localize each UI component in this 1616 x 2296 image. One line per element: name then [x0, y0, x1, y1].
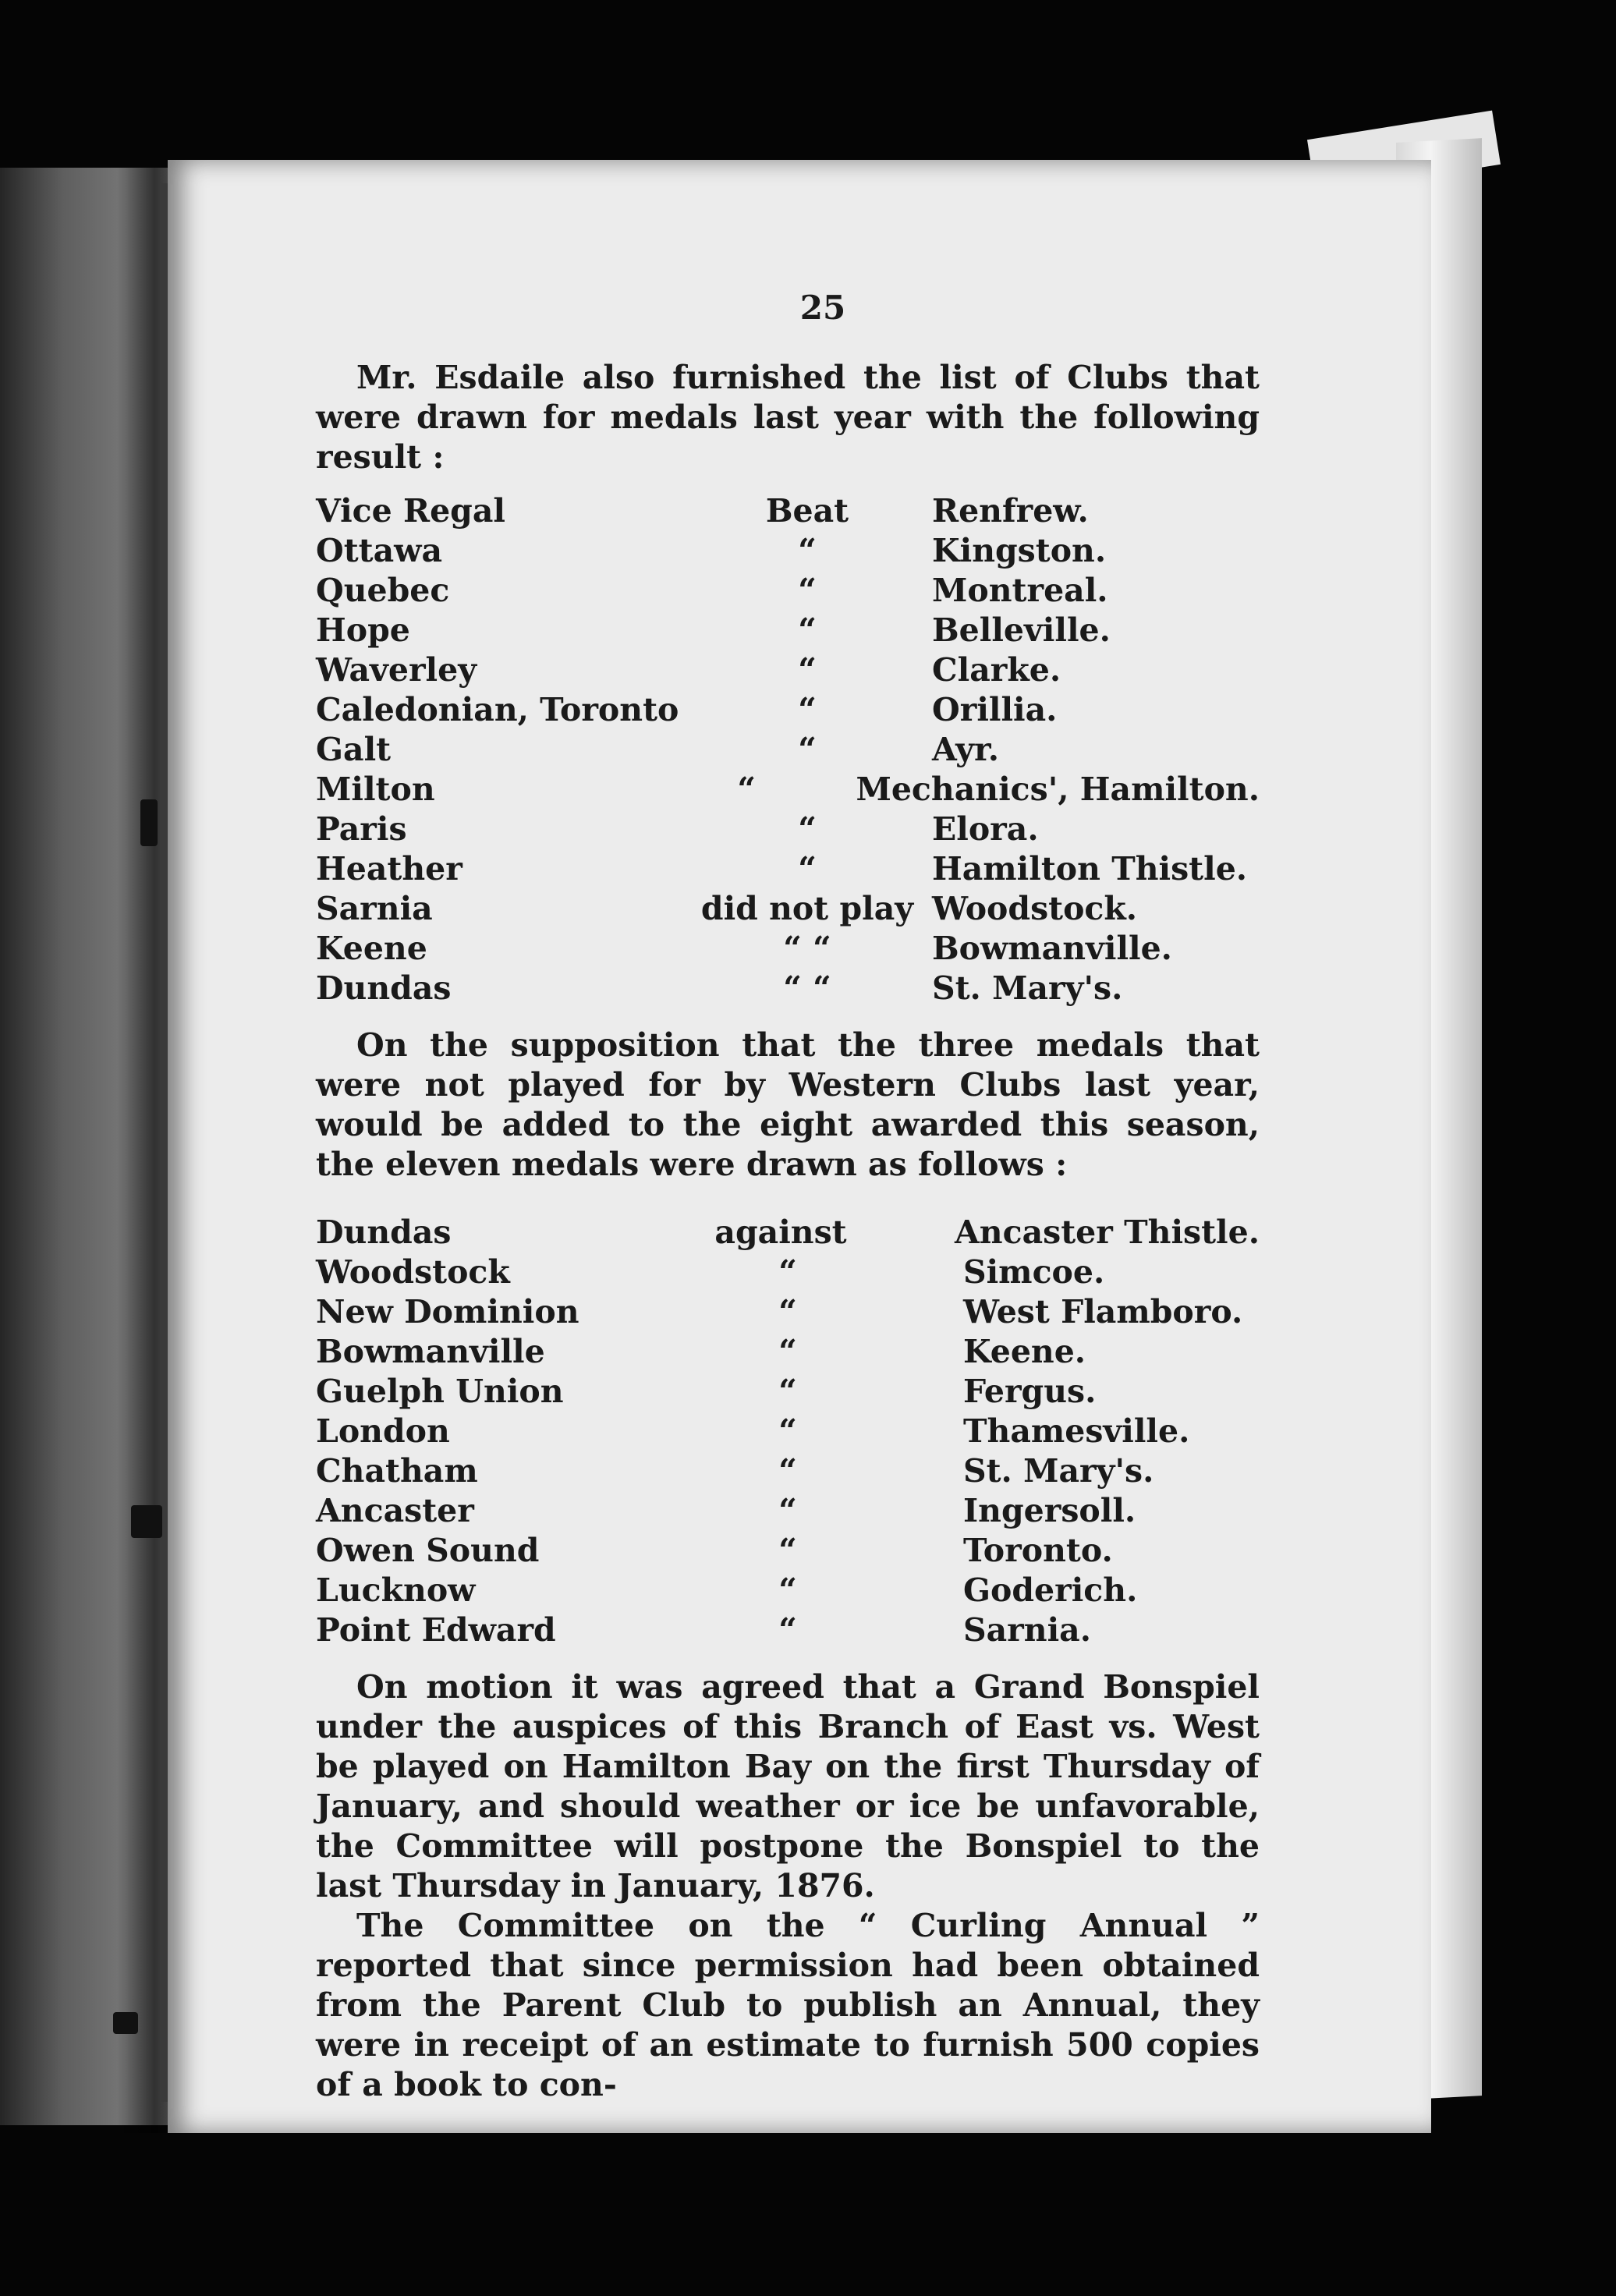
result: “: [798, 850, 817, 888]
club-name: Chatham: [316, 1452, 478, 1490]
club-name: Lucknow: [316, 1571, 476, 1609]
opponent-name: Simcoe.: [963, 1253, 1105, 1291]
opponent-name: Elora.: [932, 810, 1039, 848]
table-row: [316, 1491, 1260, 1531]
binding-spine: [160, 183, 168, 2102]
opponent-name: Thamesville.: [963, 1412, 1190, 1450]
opponent-name: Clarke.: [932, 651, 1061, 689]
opponent-name: Renfrew.: [932, 492, 1089, 530]
result: “: [798, 532, 817, 569]
club-name: Sarnia: [316, 890, 433, 927]
club-name: Dundas: [316, 969, 452, 1007]
versus: “: [778, 1571, 797, 1609]
opponent-name: Ancaster Thistle.: [955, 1214, 1260, 1251]
opponent-name: Montreal.: [932, 572, 1108, 609]
opponent-name: Fergus.: [963, 1373, 1097, 1410]
table-row: [316, 1372, 1260, 1412]
opponent-name: Ingersoll.: [963, 1492, 1136, 1529]
opponent-name: Goderich.: [963, 1571, 1138, 1609]
table-row: [316, 810, 1260, 849]
versus: “: [778, 1333, 797, 1370]
results-table: [316, 491, 1260, 1008]
club-name: Guelph Union: [316, 1373, 564, 1410]
club-name: Heather: [316, 850, 462, 888]
draws-table: [316, 1213, 1260, 1650]
table-row: [316, 571, 1260, 611]
table-row: [316, 770, 1260, 810]
opponent-name: Orillia.: [932, 691, 1058, 728]
club-name: Hope: [316, 611, 410, 649]
opponent-name: St. Mary's.: [963, 1452, 1154, 1490]
table-row: [316, 1412, 1260, 1451]
club-name: Caledonian, Toronto: [316, 691, 679, 728]
table-row: [316, 969, 1260, 1008]
table-row: [316, 1571, 1260, 1610]
club-name: Owen Sound: [316, 1532, 540, 1569]
result: “: [798, 651, 817, 689]
result: “: [798, 810, 817, 848]
table-row: [316, 690, 1260, 730]
club-name: Ottawa: [316, 532, 443, 569]
committee-paragraph: The Committee on the “ Curling Annual ” reported that since permission had been obtained from the Parent Club to publish an Annual, they were in receipt of an estimate to furnish 500 copies of a book to con-: [316, 1907, 1260, 2103]
result: “ “: [783, 969, 831, 1007]
result: “: [798, 572, 817, 609]
result: Beat: [765, 492, 849, 530]
versus: “: [778, 1452, 797, 1490]
intro-paragraph: Mr. Esdaile also furnished the list of Clubs that were drawn for medals last year with the following result :: [316, 359, 1260, 476]
versus: “: [778, 1373, 797, 1410]
table-row: [316, 929, 1260, 969]
opponent-name: Keene.: [963, 1333, 1086, 1370]
opponent-name: Hamilton Thistle.: [932, 850, 1248, 888]
club-name: Paris: [316, 810, 407, 848]
versus: “: [778, 1611, 797, 1649]
result: did not play: [700, 890, 914, 927]
page-content: [316, 289, 1260, 2105]
opponent-name: Bowmanville.: [932, 930, 1172, 967]
versus: against: [714, 1214, 847, 1251]
table-row: [316, 1253, 1260, 1292]
club-name: Keene: [316, 930, 427, 967]
result: “ “: [783, 930, 831, 967]
opponent-name: Kingston.: [932, 532, 1107, 569]
versus: “: [778, 1492, 797, 1529]
binding-stitch: [131, 1505, 162, 1538]
table-row: [316, 1292, 1260, 1332]
table-row: [316, 1213, 1260, 1253]
table-row: [316, 849, 1260, 889]
opponent-name: Woodstock.: [932, 890, 1138, 927]
versus: “: [778, 1293, 797, 1330]
table-row: [316, 1531, 1260, 1571]
table-row: [316, 1451, 1260, 1491]
opponent-name: Toronto.: [963, 1532, 1113, 1569]
club-name: Vice Regal: [316, 492, 505, 530]
opponent-name: St. Mary's.: [932, 969, 1123, 1007]
binding-stitch: [113, 2012, 138, 2034]
table-row: [316, 491, 1260, 531]
club-name: New Dominion: [316, 1293, 579, 1330]
opponent-name: Sarnia.: [963, 1611, 1091, 1649]
opponent-name: West Flamboro.: [963, 1293, 1243, 1330]
table-row: [316, 611, 1260, 650]
result: “: [798, 731, 817, 768]
table-row: [316, 730, 1260, 770]
club-name: Waverley: [316, 651, 477, 689]
page-number: 25: [799, 289, 846, 327]
opponent-name: Belleville.: [932, 611, 1111, 649]
club-name: Point Edward: [316, 1611, 556, 1649]
club-name: Dundas: [316, 1214, 452, 1251]
club-name: Woodstock: [316, 1253, 510, 1291]
table-row: [316, 650, 1260, 690]
binding-stitch: [140, 799, 158, 846]
result: “: [737, 771, 756, 808]
club-name: Quebec: [316, 572, 450, 609]
versus: “: [778, 1253, 797, 1291]
versus: “: [778, 1532, 797, 1569]
club-name: Bowmanville: [316, 1333, 545, 1370]
opponent-name: Ayr.: [932, 731, 1000, 768]
table-row: [316, 1332, 1260, 1372]
supposition-paragraph: On the supposition that the three medals that were not played for by Western Clubs last year, would be added to the eight awarded this season, the eleven medals were drawn as follows :: [316, 1026, 1260, 1183]
versus: “: [778, 1412, 797, 1450]
club-name: London: [316, 1412, 450, 1450]
result: “: [798, 691, 817, 728]
club-name: Ancaster: [316, 1492, 474, 1529]
table-row: [316, 531, 1260, 571]
table-row: [316, 1610, 1260, 1650]
club-name: Galt: [316, 731, 392, 768]
club-name: Milton: [316, 771, 435, 808]
result: “: [798, 611, 817, 649]
opponent-name: Mechanics', Hamilton.: [856, 771, 1260, 808]
table-row: [316, 889, 1260, 929]
motion-paragraph: On motion it was agreed that a Grand Bonspiel under the auspices of this Branch of East vs. West be played on Hamilton Bay on the first Thursday of January, and should weather or ice be unfavorable, the Committee will postpone the Bonspiel to the last Thursday in January, 1876.: [316, 1668, 1260, 1904]
